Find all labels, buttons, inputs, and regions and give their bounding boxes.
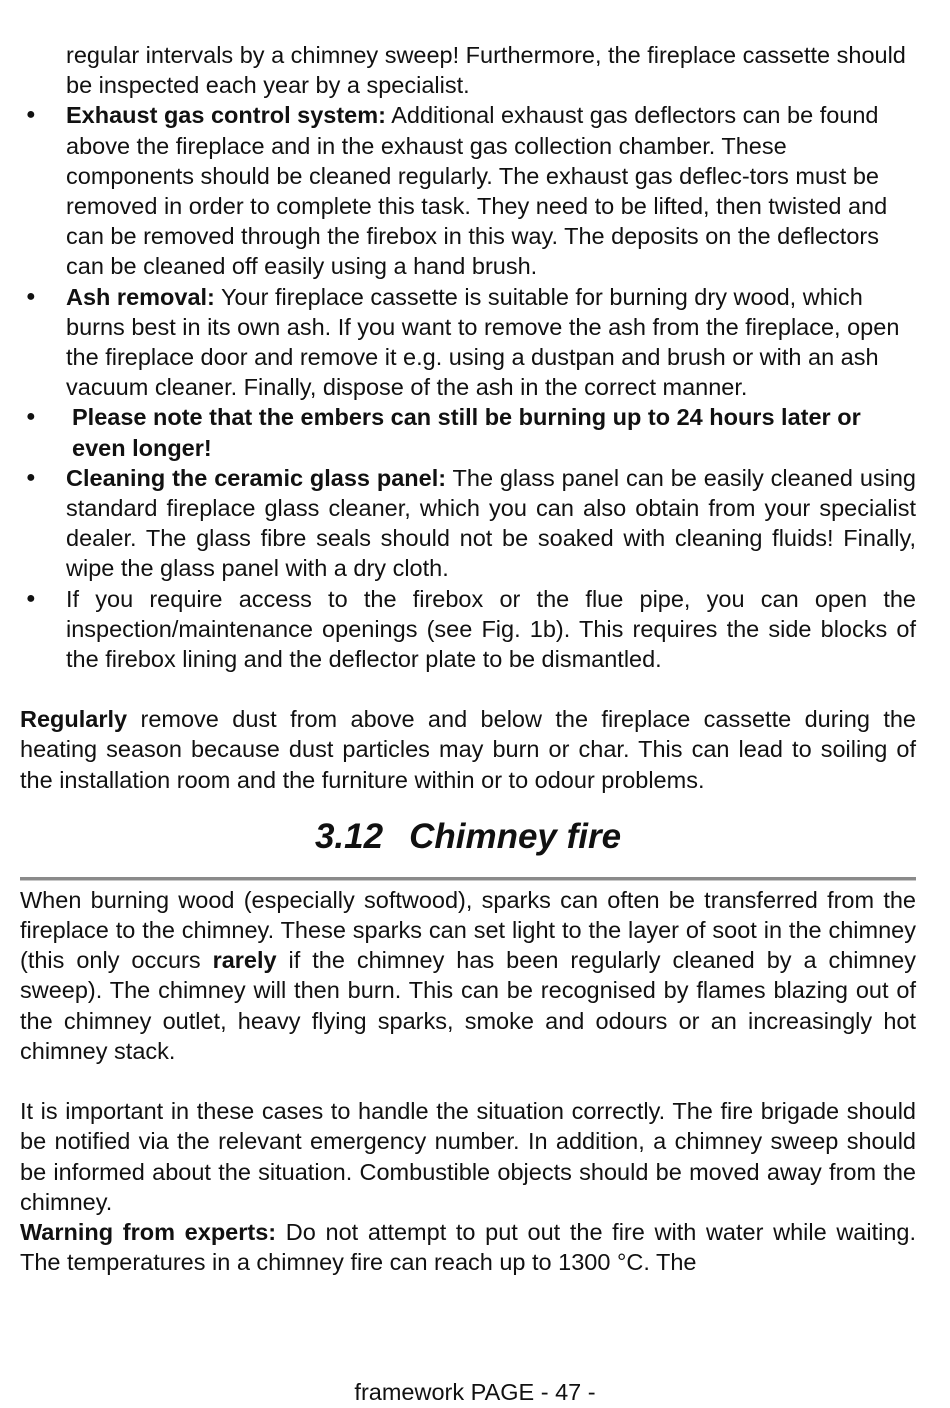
- page-footer: framework PAGE - 47 -: [354, 1379, 596, 1405]
- section-heading: [20, 817, 916, 857]
- bullet-label: Cleaning the ceramic glass panel:: [66, 464, 447, 491]
- bullet-dot-icon: ●: [26, 106, 36, 124]
- p1-text-after: if the chimney has been regularly cleaned by a chimney sweep). The chimney will then burn. This can be recognised by flames blazing out of the chimney outlet, heavy flying sparks, smoke and odours or an increasingly hot chimney stack.: [20, 947, 916, 1064]
- chimney-fire-paragraph-1: [20, 885, 916, 1066]
- bullet-embers-note: [20, 402, 916, 462]
- bullet-text: The glass panel can be easily cleaned using standard fireplace glass cleaner, which you can also obtain from your specialist dealer. The glass fibre seals should not be soaked with cleaning fluids! Finally, wipe the glass panel with a dry cloth.: [66, 464, 916, 582]
- regularly-paragraph: [20, 704, 916, 795]
- bullet-dot-icon: ●: [26, 408, 36, 426]
- chimney-fire-paragraph-2: It is important in these cases to handle the situation correctly. The fire brigade should be notified via the relevant emergency number. In addition, a chimney sweep should be informed about the situation. Combustible objects should be moved away from the chimney.: [20, 1098, 916, 1215]
- bullet-dot-icon: ●: [26, 589, 36, 607]
- bullet-text: Additional exhaust gas deflectors can be found above the fireplace and in the exhaust gas collection chamber. These components should be cleaned regularly. The exhaust gas deflec-tors must be removed in order to complete this task. They need to be lifted, then twisted and can be removed through the firebox in this way. The deposits on the deflectors can be cleaned off easily using a hand brush.: [66, 102, 888, 280]
- bullet-text: Please note that the embers can still be burning up to 24 hours later or even longer!: [72, 404, 861, 461]
- maintenance-bullet-list: [20, 100, 916, 674]
- spacer: [20, 674, 916, 704]
- regularly-text: remove dust from above and below the fireplace cassette during the heating season because dust particles may burn or char. This can lead to soiling of the installation room and the furniture within or to odour problems.: [20, 706, 916, 793]
- section-number: 3.12: [314, 816, 384, 856]
- page-content: [20, 40, 916, 1277]
- p1-bold-rarely: rarely: [212, 947, 277, 974]
- regularly-lead: Regularly: [20, 706, 128, 733]
- section-title: Chimney fire: [409, 816, 622, 856]
- p1-text-before: When burning wood (especially softwood), sparks can often be transferred from the fireplace to the chimney. These sparks can set light to the layer of soot in the chimney (this only occurs: [20, 886, 916, 974]
- bullet-text: Your fireplace cassette is suitable for burning dry wood, which burns best in its own ash. If you want to remove the ash from the fireplace, open the fireplace door and remove it e.g. using a dustpan and brush or with an ash vacuum cleaner. Finally, dispose of the ash in the correct manner.: [66, 283, 900, 401]
- bullet-inspection-access: [20, 584, 916, 675]
- warning-label: Warning from experts:: [20, 1218, 277, 1245]
- bullet-dot-icon: ●: [26, 468, 36, 486]
- bullet-ash-removal: [20, 282, 916, 403]
- bullet-exhaust-gas: [20, 100, 916, 281]
- warning-paragraph: [20, 1217, 916, 1277]
- bullet-label: Exhaust gas control system:: [66, 102, 386, 129]
- section-divider: [20, 877, 916, 881]
- intro-continuation: regular intervals by a chimney sweep! Furthermore, the fireplace cassette should be inspected each year by a specialist.: [66, 42, 906, 99]
- bullet-glass-panel: [20, 463, 916, 584]
- bullet-dot-icon: ●: [26, 287, 36, 305]
- bullet-label: Ash removal:: [66, 283, 215, 310]
- warning-text: Do not attempt to put out the fire with water while waiting. The temperatures in a chimney fire can reach up to 1300 °C. The: [20, 1218, 917, 1276]
- bullet-text: If you require access to the firebox or the flue pipe, you can open the inspection/maintenance openings (see Fig. 1b). This requires the side blocks of the firebox lining and the deflector plate to be dismantled.: [66, 585, 916, 673]
- spacer: [20, 1066, 916, 1096]
